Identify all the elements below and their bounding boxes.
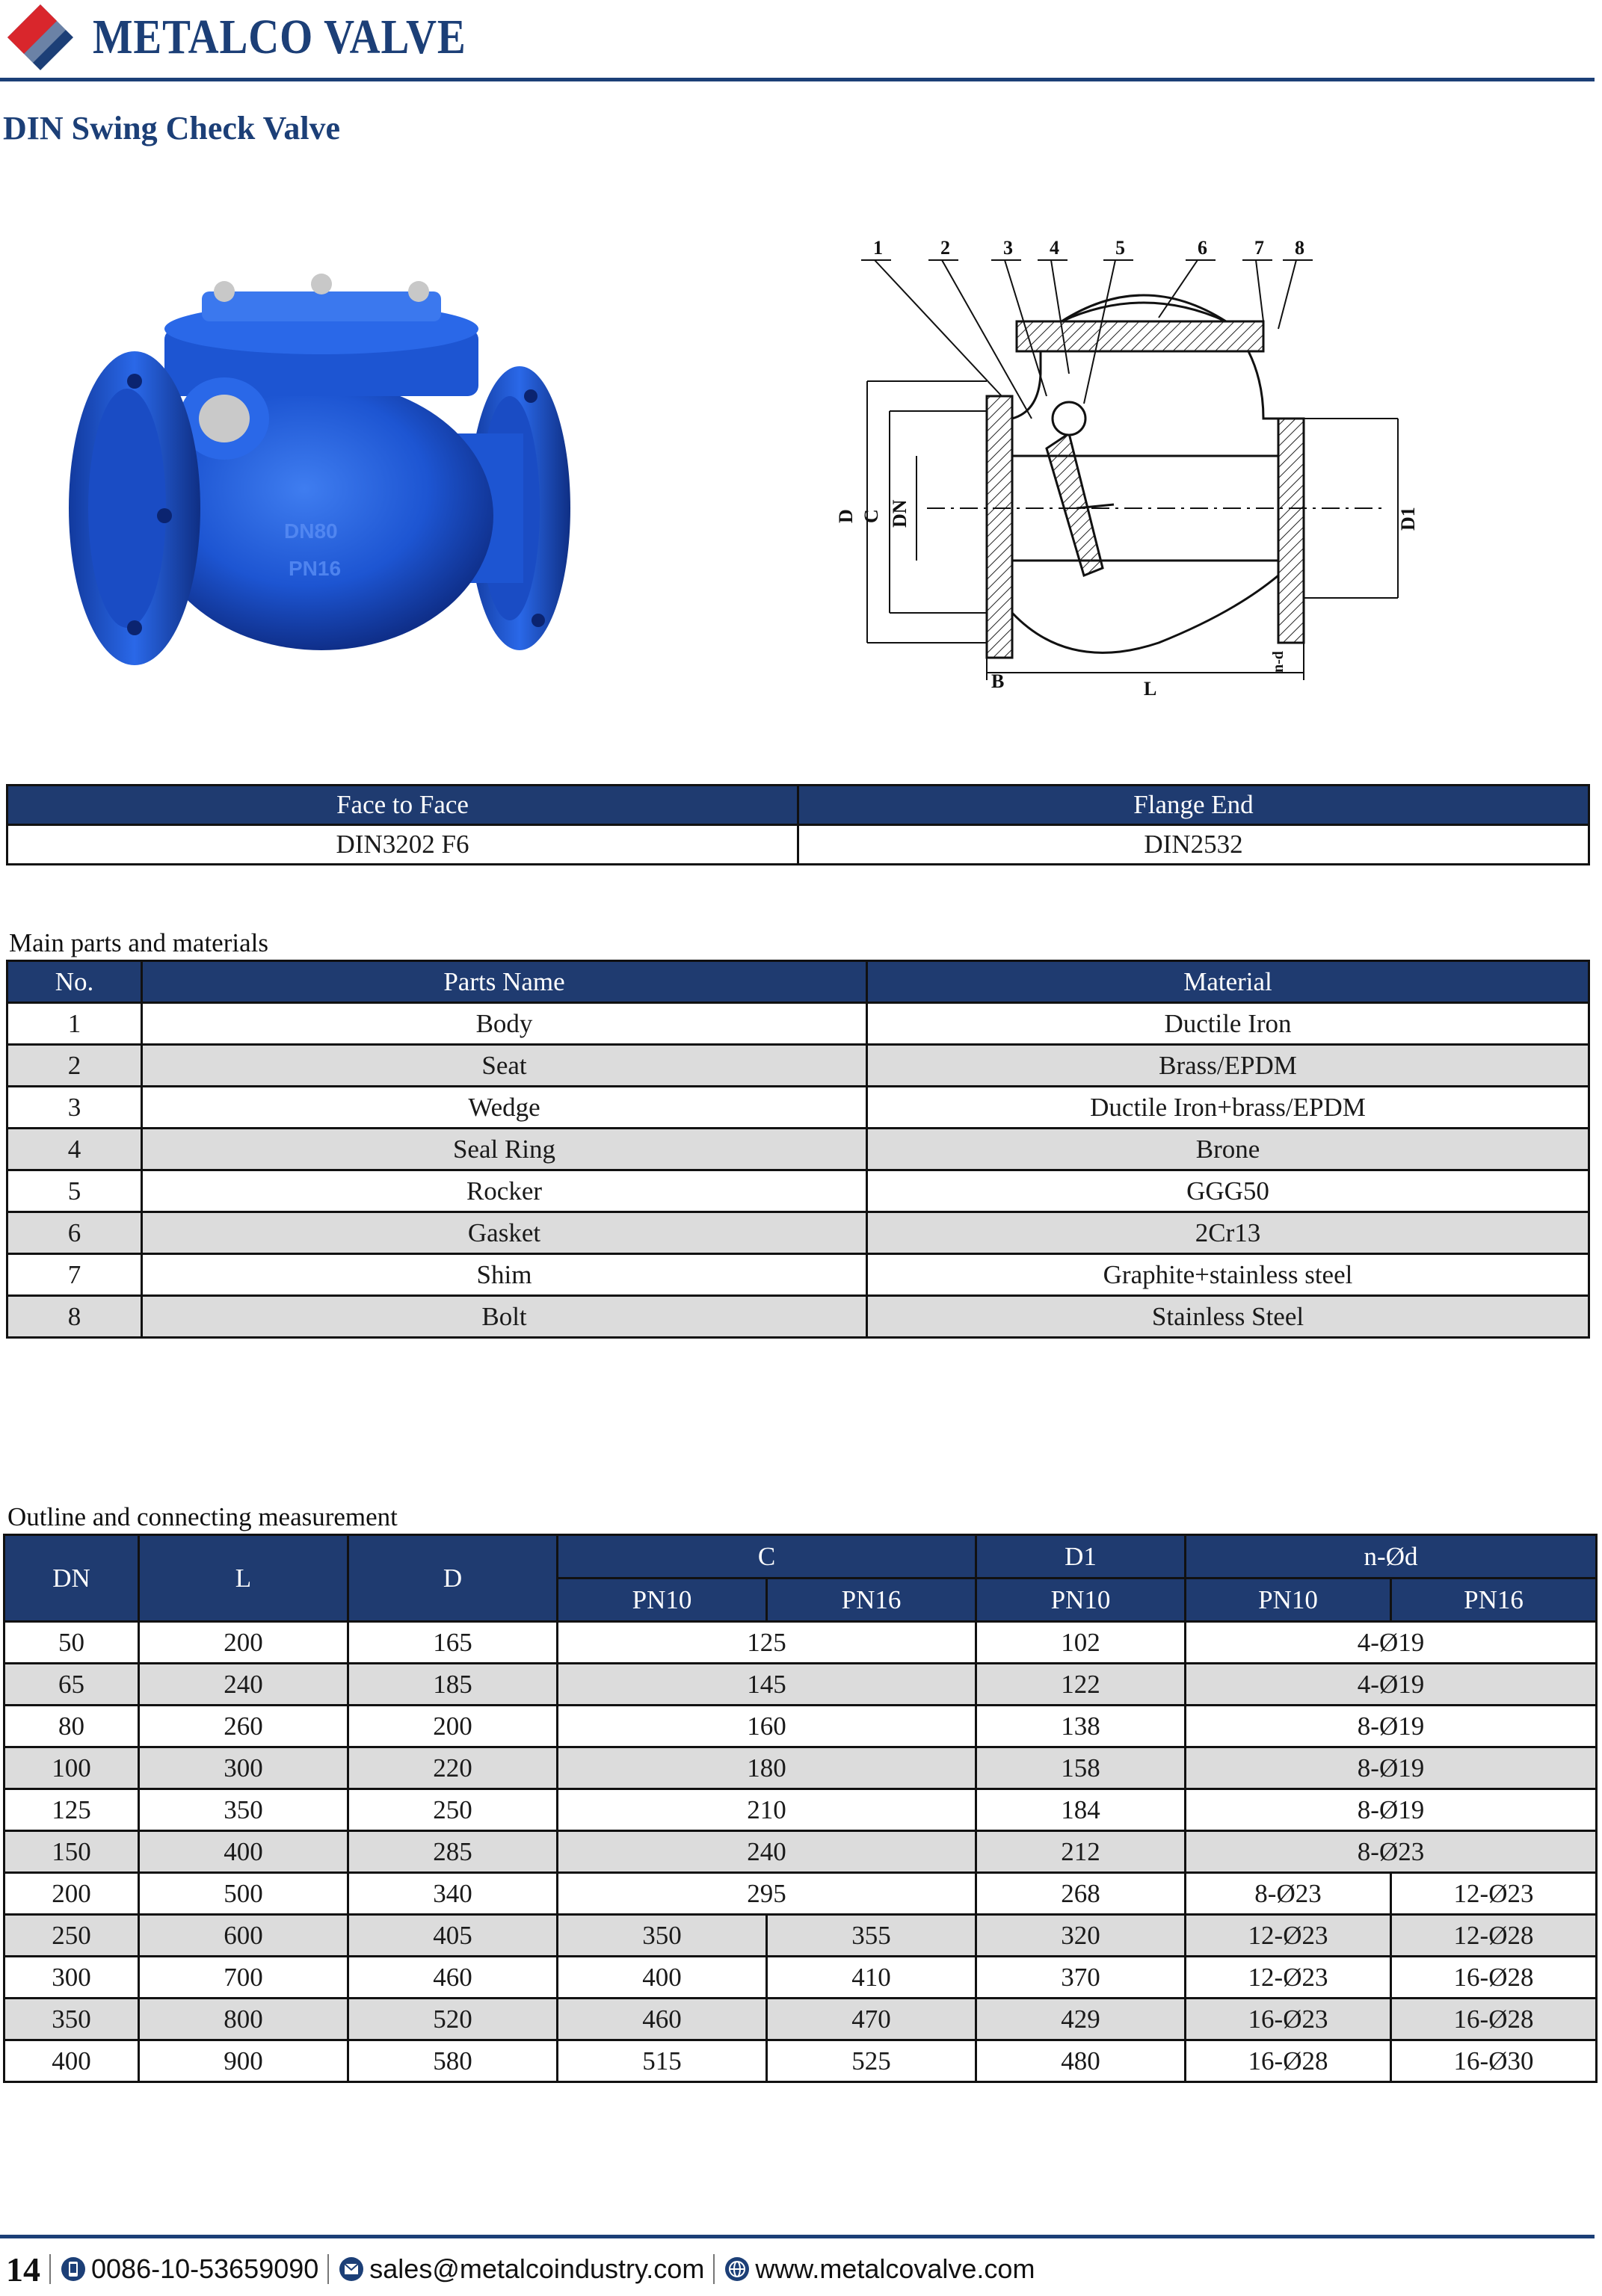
footer-divider bbox=[0, 2235, 1595, 2238]
face-to-face-header: Face to Face bbox=[7, 786, 798, 825]
table-row bbox=[4, 1957, 1597, 1999]
outline-cell-c-pn10: 350 bbox=[558, 1915, 767, 1957]
outline-cell-c-pn10: 515 bbox=[558, 2040, 767, 2082]
outline-header-c: C bbox=[558, 1535, 976, 1578]
globe-icon bbox=[724, 2256, 751, 2283]
outline-cell-c: 180 bbox=[558, 1747, 976, 1789]
part-material: Brass/EPDM bbox=[867, 1045, 1589, 1087]
part-name: Rocker bbox=[142, 1170, 867, 1212]
outline-cell-nod: 8-Ø19 bbox=[1186, 1789, 1597, 1831]
email-icon bbox=[338, 2256, 365, 2283]
part-no: 1 bbox=[7, 1003, 142, 1045]
outline-cell-l: 800 bbox=[139, 1999, 348, 2040]
dim-label-dn: DN bbox=[889, 499, 911, 528]
photo-mark-pn: PN16 bbox=[289, 557, 342, 580]
outline-cell-d: 200 bbox=[348, 1706, 558, 1747]
outline-cell-dn: 200 bbox=[4, 1873, 139, 1915]
outline-subheader-d1-pn10: PN10 bbox=[976, 1578, 1186, 1622]
outline-cell-l: 300 bbox=[139, 1747, 348, 1789]
dim-label-b: B bbox=[991, 670, 1005, 692]
table-row bbox=[7, 1296, 1589, 1338]
outline-cell-c-pn10: 460 bbox=[558, 1999, 767, 2040]
dim-label-nd: n-d bbox=[1270, 651, 1287, 673]
table-row bbox=[4, 1664, 1597, 1706]
outline-cell-dn: 65 bbox=[4, 1664, 139, 1706]
outline-cell-nod: 4-Ø19 bbox=[1186, 1622, 1597, 1664]
outline-cell-c-pn16: 355 bbox=[767, 1915, 976, 1957]
outline-cell-d: 165 bbox=[348, 1622, 558, 1664]
callout-8: 8 bbox=[1295, 237, 1304, 259]
part-no: 5 bbox=[7, 1170, 142, 1212]
dim-label-d: D bbox=[835, 509, 857, 523]
page-number: 14 bbox=[6, 2250, 40, 2289]
outline-cell-dn: 80 bbox=[4, 1706, 139, 1747]
outline-cell-c: 295 bbox=[558, 1873, 976, 1915]
outline-cell-c-pn16: 410 bbox=[767, 1957, 976, 1999]
outline-cell-d1: 102 bbox=[976, 1622, 1186, 1664]
outline-cell-nod-pn10: 12-Ø23 bbox=[1186, 1957, 1391, 1999]
brand-name: METALCO VALVE bbox=[93, 10, 466, 64]
outline-section-label: Outline and connecting measurement bbox=[7, 1502, 398, 1531]
outline-header-nod: n-Ød bbox=[1186, 1535, 1597, 1578]
part-no: 3 bbox=[7, 1087, 142, 1129]
footer-separator bbox=[713, 2254, 715, 2284]
outline-cell-d: 250 bbox=[348, 1789, 558, 1831]
outline-cell-nod: 4-Ø19 bbox=[1186, 1664, 1597, 1706]
callout-7: 7 bbox=[1254, 237, 1264, 259]
part-no: 2 bbox=[7, 1045, 142, 1087]
part-no: 4 bbox=[7, 1129, 142, 1170]
outline-header-dn: DN bbox=[4, 1535, 139, 1622]
footer-email[interactable]: sales@metalcoindustry.com bbox=[369, 2253, 705, 2284]
part-name: Seat bbox=[142, 1045, 867, 1087]
table-row bbox=[4, 2040, 1597, 2082]
outline-cell-l: 200 bbox=[139, 1622, 348, 1664]
page-title: DIN Swing Check Valve bbox=[3, 110, 341, 146]
outline-subheader-nod-pn10: PN10 bbox=[1186, 1578, 1391, 1622]
footer-website[interactable]: www.metalcovalve.com bbox=[755, 2253, 1035, 2284]
table-row bbox=[4, 1747, 1597, 1789]
part-material: Graphite+stainless steel bbox=[867, 1254, 1589, 1296]
outline-cell-d1: 138 bbox=[976, 1706, 1186, 1747]
outline-header-l: L bbox=[139, 1535, 348, 1622]
parts-header-name: Parts Name bbox=[142, 961, 867, 1003]
part-name: Shim bbox=[142, 1254, 867, 1296]
outline-cell-d: 520 bbox=[348, 1999, 558, 2040]
callout-3: 3 bbox=[1003, 237, 1013, 259]
outline-cell-d: 580 bbox=[348, 2040, 558, 2082]
part-material: Ductile Iron+brass/EPDM bbox=[867, 1087, 1589, 1129]
outline-cell-dn: 300 bbox=[4, 1957, 139, 1999]
part-name: Body bbox=[142, 1003, 867, 1045]
phone-icon bbox=[60, 2256, 87, 2283]
table-row bbox=[7, 1129, 1589, 1170]
flange-end-header: Flange End bbox=[798, 786, 1589, 825]
outline-cell-dn: 100 bbox=[4, 1747, 139, 1789]
outline-cell-l: 500 bbox=[139, 1873, 348, 1915]
header-divider bbox=[0, 78, 1595, 81]
outline-cell-c: 240 bbox=[558, 1831, 976, 1873]
outline-cell-d1: 158 bbox=[976, 1747, 1186, 1789]
outline-cell-nod-pn10: 8-Ø23 bbox=[1186, 1873, 1391, 1915]
outline-cell-d1: 480 bbox=[976, 2040, 1186, 2082]
outline-cell-l: 240 bbox=[139, 1664, 348, 1706]
outline-cell-dn: 400 bbox=[4, 2040, 139, 2082]
outline-cell-c-pn16: 470 bbox=[767, 1999, 976, 2040]
outline-cell-c-pn16: 525 bbox=[767, 2040, 976, 2082]
flange-end-value: DIN2532 bbox=[798, 825, 1589, 865]
table-row bbox=[7, 1003, 1589, 1045]
outline-cell-l: 350 bbox=[139, 1789, 348, 1831]
outline-cell-nod-pn10: 16-Ø23 bbox=[1186, 1999, 1391, 2040]
table-row bbox=[4, 1789, 1597, 1831]
callout-5: 5 bbox=[1115, 237, 1125, 259]
outline-cell-nod-pn16: 16-Ø28 bbox=[1391, 1999, 1597, 2040]
part-material: Ductile Iron bbox=[867, 1003, 1589, 1045]
valve-section-drawing bbox=[835, 224, 1428, 700]
table-row bbox=[4, 1831, 1597, 1873]
outline-cell-nod-pn10: 12-Ø23 bbox=[1186, 1915, 1391, 1957]
part-name: Bolt bbox=[142, 1296, 867, 1338]
parts-header-no: No. bbox=[7, 961, 142, 1003]
outline-cell-nod-pn10: 16-Ø28 bbox=[1186, 2040, 1391, 2082]
outline-header-d: D bbox=[348, 1535, 558, 1622]
outline-cell-d: 220 bbox=[348, 1747, 558, 1789]
outline-subheader-c-pn10: PN10 bbox=[558, 1578, 767, 1622]
photo-mark-dn: DN80 bbox=[284, 519, 338, 543]
part-material: Stainless Steel bbox=[867, 1296, 1589, 1338]
outline-cell-nod-pn16: 12-Ø23 bbox=[1391, 1873, 1597, 1915]
outline-cell-d: 460 bbox=[348, 1957, 558, 1999]
table-row bbox=[7, 1087, 1589, 1129]
callout-4: 4 bbox=[1050, 237, 1059, 259]
outline-cell-c: 145 bbox=[558, 1664, 976, 1706]
part-no: 8 bbox=[7, 1296, 142, 1338]
outline-subheader-nod-pn16: PN16 bbox=[1391, 1578, 1597, 1622]
parts-header-material: Material bbox=[867, 961, 1589, 1003]
table-row bbox=[4, 1873, 1597, 1915]
outline-cell-nod: 8-Ø23 bbox=[1186, 1831, 1597, 1873]
footer-separator bbox=[49, 2254, 51, 2284]
outline-cell-l: 600 bbox=[139, 1915, 348, 1957]
outline-cell-dn: 150 bbox=[4, 1831, 139, 1873]
outline-cell-l: 700 bbox=[139, 1957, 348, 1999]
outline-cell-l: 900 bbox=[139, 2040, 348, 2082]
part-no: 6 bbox=[7, 1212, 142, 1254]
table-row bbox=[7, 1045, 1589, 1087]
outline-cell-c-pn10: 400 bbox=[558, 1957, 767, 1999]
valve-photo bbox=[52, 269, 591, 673]
outline-cell-d1: 429 bbox=[976, 1999, 1186, 2040]
outline-cell-d: 405 bbox=[348, 1915, 558, 1957]
part-material: GGG50 bbox=[867, 1170, 1589, 1212]
outline-cell-d: 185 bbox=[348, 1664, 558, 1706]
outline-subheader-c-pn16: PN16 bbox=[767, 1578, 976, 1622]
outline-cell-d1: 184 bbox=[976, 1789, 1186, 1831]
outline-cell-dn: 125 bbox=[4, 1789, 139, 1831]
outline-cell-nod-pn16: 12-Ø28 bbox=[1391, 1915, 1597, 1957]
outline-header-d1: D1 bbox=[976, 1535, 1186, 1578]
outline-cell-d1: 122 bbox=[976, 1664, 1186, 1706]
outline-table-body bbox=[4, 1622, 1597, 2082]
outline-cell-dn: 250 bbox=[4, 1915, 139, 1957]
outline-cell-nod-pn16: 16-Ø28 bbox=[1391, 1957, 1597, 1999]
brand-logo-icon bbox=[6, 3, 75, 72]
parts-section-label: Main parts and materials bbox=[9, 928, 268, 957]
table-row bbox=[4, 1706, 1597, 1747]
part-no: 7 bbox=[7, 1254, 142, 1296]
outline-cell-d1: 212 bbox=[976, 1831, 1186, 1873]
outline-cell-dn: 350 bbox=[4, 1999, 139, 2040]
part-name: Wedge bbox=[142, 1087, 867, 1129]
footer-phone: 0086-10-53659090 bbox=[91, 2253, 319, 2284]
callout-6: 6 bbox=[1198, 237, 1207, 259]
part-material: 2Cr13 bbox=[867, 1212, 1589, 1254]
parts-table bbox=[6, 960, 1590, 1339]
face-to-face-value: DIN3202 F6 bbox=[7, 825, 798, 865]
table-row bbox=[4, 1999, 1597, 2040]
table-row bbox=[7, 1212, 1589, 1254]
outline-cell-d1: 268 bbox=[976, 1873, 1186, 1915]
outline-cell-d: 340 bbox=[348, 1873, 558, 1915]
outline-cell-l: 400 bbox=[139, 1831, 348, 1873]
outline-cell-l: 260 bbox=[139, 1706, 348, 1747]
outline-cell-c: 160 bbox=[558, 1706, 976, 1747]
table-row bbox=[7, 1170, 1589, 1212]
outline-cell-nod: 8-Ø19 bbox=[1186, 1706, 1597, 1747]
table-row bbox=[4, 1915, 1597, 1957]
standards-table bbox=[6, 784, 1590, 865]
part-material: Brone bbox=[867, 1129, 1589, 1170]
outline-cell-nod-pn16: 16-Ø30 bbox=[1391, 2040, 1597, 2082]
part-name: Seal Ring bbox=[142, 1129, 867, 1170]
outline-cell-nod: 8-Ø19 bbox=[1186, 1747, 1597, 1789]
page-footer bbox=[6, 2248, 1035, 2290]
callout-1: 1 bbox=[873, 237, 883, 259]
outline-cell-c: 125 bbox=[558, 1622, 976, 1664]
outline-cell-c: 210 bbox=[558, 1789, 976, 1831]
dim-label-d1: D1 bbox=[1397, 507, 1419, 531]
outline-cell-dn: 50 bbox=[4, 1622, 139, 1664]
table-row bbox=[4, 1622, 1597, 1664]
callout-2: 2 bbox=[940, 237, 950, 259]
footer-separator bbox=[327, 2254, 329, 2284]
dim-label-c: C bbox=[860, 509, 882, 523]
table-row bbox=[7, 1254, 1589, 1296]
outline-cell-d1: 320 bbox=[976, 1915, 1186, 1957]
outline-cell-d1: 370 bbox=[976, 1957, 1186, 1999]
outline-cell-d: 285 bbox=[348, 1831, 558, 1873]
part-name: Gasket bbox=[142, 1212, 867, 1254]
outline-table bbox=[3, 1534, 1598, 2083]
dim-label-l: L bbox=[1144, 678, 1157, 700]
